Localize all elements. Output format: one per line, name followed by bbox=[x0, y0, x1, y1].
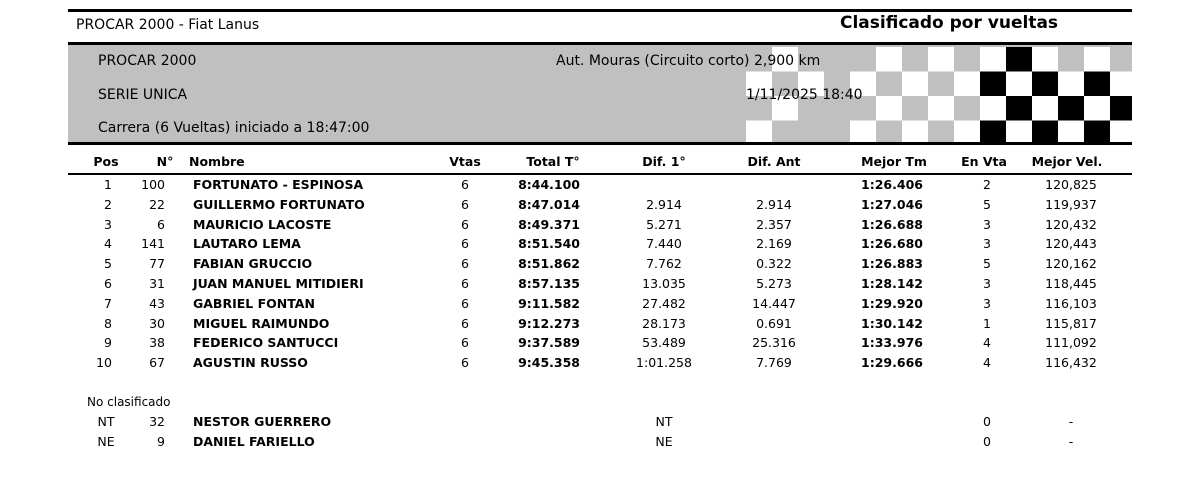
cell-pos: 9 bbox=[104, 335, 112, 351]
col-header-name: Nombre bbox=[189, 154, 245, 169]
flag-square bbox=[1032, 121, 1058, 146]
cell-laps: 6 bbox=[461, 335, 469, 351]
flag-square bbox=[1006, 121, 1032, 146]
cell-on-lap: 0 bbox=[983, 414, 991, 429]
table-row bbox=[0, 434, 1200, 454]
flag-square bbox=[902, 72, 928, 97]
flag-square bbox=[1058, 96, 1084, 121]
cell-best-speed: 119,937 bbox=[1045, 196, 1097, 212]
cell-diff-first: 1:01.258 bbox=[636, 355, 692, 371]
cell-on-lap: 5 bbox=[983, 256, 991, 272]
cell-diff-first: 13.035 bbox=[642, 276, 686, 291]
cell-best-time: 1:26.688 bbox=[861, 216, 923, 232]
cell-driver-name: JUAN MANUEL MITIDIERI bbox=[193, 276, 364, 291]
cell-best-time: 1:28.142 bbox=[861, 276, 923, 291]
cell-total-time: 8:57.135 bbox=[518, 276, 580, 291]
flag-square bbox=[1084, 47, 1110, 72]
flag-square bbox=[980, 47, 1006, 72]
cell-diff-first: NE bbox=[655, 434, 673, 449]
cell-diff-prev: 0.691 bbox=[756, 315, 792, 331]
cell-number: 22 bbox=[149, 196, 165, 212]
cell-diff-prev: 2.357 bbox=[756, 216, 792, 232]
cell-best-speed: 118,445 bbox=[1045, 276, 1097, 291]
flag-square bbox=[980, 72, 1006, 97]
top-rule bbox=[68, 9, 1132, 12]
flag-square bbox=[1032, 72, 1058, 97]
cell-diff-prev: 5.273 bbox=[756, 276, 792, 291]
table-row bbox=[0, 276, 1200, 296]
cell-on-lap: 3 bbox=[983, 276, 991, 291]
cell-driver-name: MAURICIO LACOSTE bbox=[193, 216, 332, 232]
cell-driver-name: FEDERICO SANTUCCI bbox=[193, 335, 339, 351]
race-datetime: 1/11/2025 18:40 bbox=[746, 87, 863, 103]
col-header-pos: Pos bbox=[93, 154, 119, 169]
cell-best-time: 1:29.666 bbox=[861, 355, 923, 371]
table-row bbox=[0, 355, 1200, 375]
cell-driver-name: LAUTARO LEMA bbox=[193, 236, 301, 252]
cell-diff-first: 7.762 bbox=[646, 256, 682, 272]
cell-driver-name: GABRIEL FONTAN bbox=[193, 295, 315, 311]
col-header-laps: Vtas bbox=[449, 154, 481, 169]
event-title: PROCAR 2000 - Fiat Lanus bbox=[76, 17, 260, 33]
cell-diff-prev: 7.769 bbox=[756, 355, 792, 371]
cell-pos: 6 bbox=[104, 276, 112, 291]
cell-on-lap: 3 bbox=[983, 216, 991, 232]
cell-best-speed: - bbox=[1068, 434, 1074, 449]
cell-laps: 6 bbox=[461, 177, 469, 192]
header-rule bbox=[68, 173, 1132, 175]
cell-number: 6 bbox=[157, 216, 165, 232]
cell-driver-name: MIGUEL RAIMUNDO bbox=[193, 315, 330, 331]
cell-best-speed: 120,432 bbox=[1045, 216, 1097, 232]
cell-laps: 6 bbox=[461, 355, 469, 371]
cell-diff-first: NT bbox=[655, 414, 673, 429]
cell-best-time: 1:33.976 bbox=[861, 335, 923, 351]
cell-diff-prev: 14.447 bbox=[752, 295, 796, 311]
flag-square bbox=[1058, 121, 1084, 146]
cell-laps: 6 bbox=[461, 196, 469, 212]
cell-diff-first: 28.173 bbox=[642, 315, 686, 331]
cell-number: 38 bbox=[149, 335, 165, 351]
cell-on-lap: 3 bbox=[983, 295, 991, 311]
table-row bbox=[0, 177, 1200, 197]
cell-total-time: 8:49.371 bbox=[518, 216, 580, 232]
flag-square bbox=[746, 121, 772, 146]
cell-laps: 6 bbox=[461, 315, 469, 331]
cell-on-lap: 2 bbox=[983, 177, 991, 192]
col-header-diff-first: Dif. 1° bbox=[642, 154, 686, 169]
col-header-on-lap: En Vta bbox=[961, 154, 1007, 169]
circuit-label: Aut. Mouras (Circuito corto) 2,900 km bbox=[556, 53, 821, 69]
flag-square bbox=[954, 72, 980, 97]
cell-laps: 6 bbox=[461, 276, 469, 291]
cell-number: 67 bbox=[149, 355, 165, 371]
flag-square bbox=[1058, 72, 1084, 97]
cell-total-time: 8:47.014 bbox=[518, 196, 580, 212]
cell-pos: NT bbox=[97, 414, 115, 429]
cell-best-time: 1:27.046 bbox=[861, 196, 923, 212]
flag-square bbox=[1110, 121, 1132, 146]
series-label: SERIE UNICA bbox=[98, 87, 188, 103]
cell-diff-first: 53.489 bbox=[642, 335, 686, 351]
flag-square bbox=[902, 121, 928, 146]
cell-on-lap: 5 bbox=[983, 196, 991, 212]
category-label: PROCAR 2000 bbox=[98, 53, 197, 69]
flag-square bbox=[876, 96, 902, 121]
cell-best-speed: 120,825 bbox=[1045, 177, 1097, 192]
cell-total-time: 8:44.100 bbox=[518, 177, 580, 192]
flag-square bbox=[1110, 72, 1132, 97]
cell-driver-name: NESTOR GUERRERO bbox=[193, 414, 332, 429]
cell-driver-name: FABIAN GRUCCIO bbox=[193, 256, 313, 272]
cell-total-time: 8:51.862 bbox=[518, 256, 580, 272]
col-header-diff-prev: Dif. Ant bbox=[747, 154, 801, 169]
cell-driver-name: AGUSTIN RUSSO bbox=[193, 355, 308, 371]
cell-pos: 3 bbox=[104, 216, 112, 232]
table-row bbox=[0, 197, 1200, 217]
cell-pos: 10 bbox=[96, 355, 112, 371]
cell-total-time: 8:51.540 bbox=[518, 236, 580, 252]
cell-number: 43 bbox=[149, 295, 165, 311]
cell-pos: 8 bbox=[104, 315, 112, 331]
cell-on-lap: 3 bbox=[983, 236, 991, 252]
cell-laps: 6 bbox=[461, 236, 469, 252]
cell-best-time: 1:26.406 bbox=[861, 177, 923, 192]
cell-driver-name: GUILLERMO FORTUNATO bbox=[193, 196, 365, 212]
cell-number: 9 bbox=[157, 434, 165, 449]
flag-square bbox=[876, 47, 902, 72]
table-row bbox=[0, 296, 1200, 316]
cell-best-speed: 120,162 bbox=[1045, 256, 1097, 272]
cell-total-time: 9:12.273 bbox=[518, 315, 580, 331]
cell-pos: NE bbox=[97, 434, 115, 449]
cell-on-lap: 4 bbox=[983, 335, 991, 351]
col-header-number: N° bbox=[156, 154, 174, 169]
cell-diff-prev: 25.316 bbox=[752, 335, 796, 351]
cell-on-lap: 4 bbox=[983, 355, 991, 371]
cell-best-speed: 120,443 bbox=[1045, 236, 1097, 252]
cell-best-time: 1:29.920 bbox=[861, 295, 923, 311]
cell-number: 141 bbox=[141, 236, 165, 252]
cell-diff-prev: 2.169 bbox=[756, 236, 792, 252]
cell-pos: 2 bbox=[104, 196, 112, 212]
flag-square bbox=[1084, 96, 1110, 121]
cell-best-speed: - bbox=[1068, 414, 1074, 429]
cell-best-speed: 116,432 bbox=[1045, 355, 1097, 371]
cell-number: 77 bbox=[149, 256, 165, 272]
cell-best-speed: 115,817 bbox=[1045, 315, 1097, 331]
flag-square bbox=[1006, 47, 1032, 72]
flag-square bbox=[1006, 96, 1032, 121]
cell-on-lap: 1 bbox=[983, 315, 991, 331]
cell-driver-name: DANIEL FARIELLO bbox=[193, 434, 315, 449]
flag-square bbox=[1032, 47, 1058, 72]
flag-square bbox=[928, 47, 954, 72]
report-title: Clasificado por vueltas bbox=[840, 13, 1059, 33]
cell-best-time: 1:26.680 bbox=[861, 236, 923, 252]
table-row bbox=[0, 316, 1200, 336]
cell-number: 100 bbox=[141, 177, 165, 192]
cell-diff-prev: 2.914 bbox=[756, 196, 792, 212]
cell-number: 31 bbox=[149, 276, 165, 291]
flag-square bbox=[954, 121, 980, 146]
cell-laps: 6 bbox=[461, 295, 469, 311]
cell-total-time: 9:45.358 bbox=[518, 355, 580, 371]
flag-square bbox=[1006, 72, 1032, 97]
flag-square bbox=[980, 121, 1006, 146]
table-row bbox=[0, 236, 1200, 256]
cell-on-lap: 0 bbox=[983, 434, 991, 449]
cell-pos: 5 bbox=[104, 256, 112, 272]
cell-pos: 4 bbox=[104, 236, 112, 252]
col-header-best-time: Mejor Tm bbox=[861, 154, 927, 169]
flag-square bbox=[850, 121, 876, 146]
flag-square bbox=[1084, 121, 1110, 146]
table-row bbox=[0, 217, 1200, 237]
cell-laps: 6 bbox=[461, 216, 469, 232]
col-header-best-speed: Mejor Vel. bbox=[1031, 154, 1103, 169]
cell-best-time: 1:26.883 bbox=[861, 256, 923, 272]
table-row bbox=[0, 256, 1200, 276]
cell-diff-first: 5.271 bbox=[646, 216, 682, 232]
cell-number: 32 bbox=[149, 414, 165, 429]
cell-pos: 1 bbox=[104, 177, 112, 192]
not-classified-label: No clasificado bbox=[87, 395, 171, 409]
cell-best-speed: 111,092 bbox=[1045, 335, 1097, 351]
race-info-panel bbox=[68, 42, 1132, 145]
cell-laps: 6 bbox=[461, 256, 469, 272]
flag-square bbox=[928, 96, 954, 121]
cell-total-time: 9:11.582 bbox=[518, 295, 580, 311]
cell-driver-name: FORTUNATO - ESPINOSA bbox=[193, 177, 364, 192]
flag-square bbox=[1032, 96, 1058, 121]
cell-best-time: 1:30.142 bbox=[861, 315, 923, 331]
flag-square bbox=[980, 96, 1006, 121]
cell-diff-first: 7.440 bbox=[646, 236, 682, 252]
cell-best-speed: 116,103 bbox=[1045, 295, 1097, 311]
cell-total-time: 9:37.589 bbox=[518, 335, 580, 351]
flag-square bbox=[1110, 96, 1132, 121]
cell-number: 30 bbox=[149, 315, 165, 331]
table-row bbox=[0, 414, 1200, 434]
cell-pos: 7 bbox=[104, 295, 112, 311]
race-label: Carrera (6 Vueltas) iniciado a 18:47:00 bbox=[98, 120, 370, 136]
cell-diff-prev: 0.322 bbox=[756, 256, 792, 272]
flag-square bbox=[1084, 72, 1110, 97]
col-header-total-time: Total T° bbox=[526, 154, 580, 169]
table-row bbox=[0, 335, 1200, 355]
cell-diff-first: 27.482 bbox=[642, 295, 686, 311]
cell-diff-first: 2.914 bbox=[646, 196, 682, 212]
